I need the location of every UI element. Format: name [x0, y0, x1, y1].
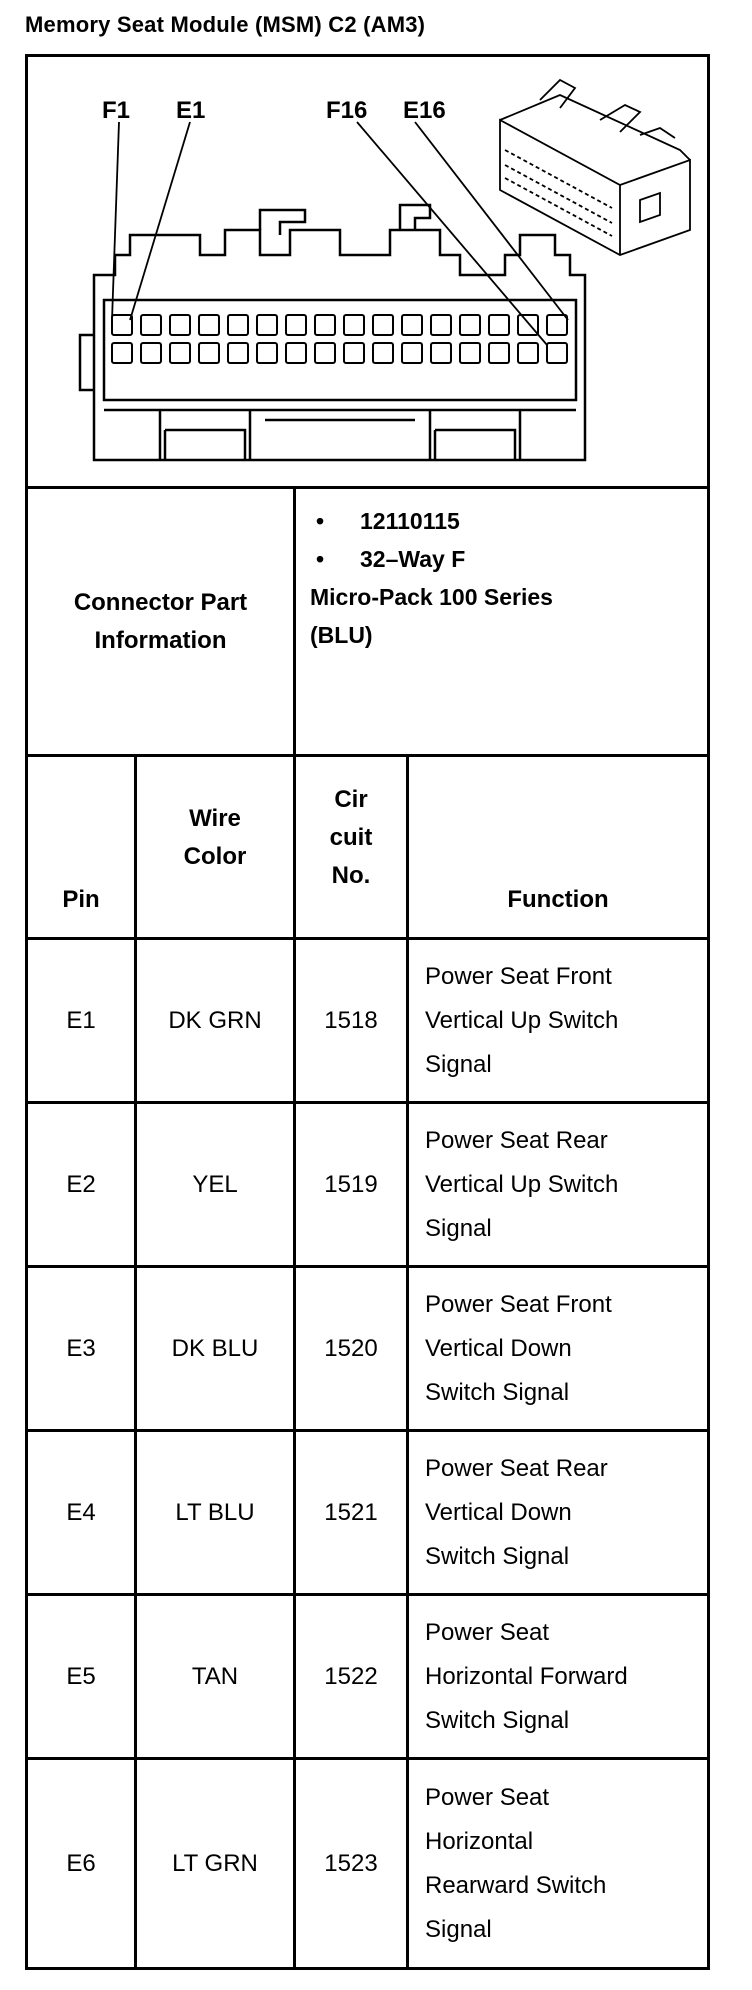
terminal-cavity: [460, 343, 480, 363]
pin-cell: E4: [66, 1498, 96, 1526]
part-type: 32–Way F: [360, 546, 466, 572]
function-line: Signal: [425, 1214, 492, 1242]
circuit-cell: 1522: [324, 1662, 378, 1690]
pin-cell: E6: [66, 1849, 96, 1877]
terminal-cavity: [402, 315, 422, 335]
function-line: Power Seat Rear: [425, 1126, 608, 1154]
connector-isometric-view: [500, 80, 690, 255]
pin-cell: E1: [66, 1006, 96, 1034]
terminal-cavity: [112, 343, 132, 363]
terminal-cavity: [170, 343, 190, 363]
terminal-cavity: [344, 343, 364, 363]
wire-color-cell: DK GRN: [168, 1006, 262, 1034]
pin-cell: E2: [66, 1170, 96, 1198]
terminal-cavity: [199, 315, 219, 335]
terminal-cavity: [431, 315, 451, 335]
part-series: Micro-Pack 100 Series: [310, 584, 553, 610]
terminal-cavity: [257, 343, 277, 363]
terminal-cavity: [547, 343, 567, 363]
circuit-cell: 1518: [324, 1006, 378, 1034]
terminal-cavity: [257, 315, 277, 335]
header-function: [409, 757, 707, 937]
function-line: Power Seat Front: [425, 1290, 612, 1318]
function-line: Switch Signal: [425, 1706, 570, 1734]
label-e1: E1: [176, 97, 206, 124]
wire-color-cell: YEL: [192, 1170, 238, 1198]
function-line: Power Seat: [425, 1618, 550, 1646]
header-text: Cir: [334, 786, 368, 813]
function-line: Vertical Up Switch: [425, 1006, 619, 1034]
function-cell: [409, 1596, 707, 1757]
page-title: Memory Seat Module (MSM) C2 (AM3): [25, 12, 426, 37]
part-info-label: [28, 489, 293, 754]
terminal-cavity: [170, 315, 190, 335]
terminal-cavity: [228, 315, 248, 335]
part-color: (BLU): [310, 622, 373, 648]
circuit-cell: 1523: [324, 1849, 378, 1877]
circuit-cell: 1521: [324, 1498, 378, 1526]
function-line: Vertical Down: [425, 1334, 572, 1362]
function-line: Signal: [425, 1050, 492, 1078]
header-text: cuit: [329, 824, 373, 851]
function-cell: [409, 1268, 707, 1429]
header-wire-color: [137, 757, 293, 937]
circuit-cell: 1520: [324, 1334, 378, 1362]
header-text: Wire: [189, 805, 241, 832]
label-f16: F16: [326, 97, 368, 124]
function-cell: [409, 1760, 707, 1967]
header-text: Function: [507, 886, 609, 913]
function-line: Power Seat: [425, 1783, 550, 1811]
header-circuit-no: [296, 757, 406, 937]
terminal-cavity: [460, 315, 480, 335]
header-pin: [28, 757, 134, 937]
part-info-values: • 12110115 • 32–Way F Micro-Pack 100 Series (BLU): [310, 502, 553, 654]
connector-diagram: [28, 57, 707, 486]
part-info-label-line: Connector Part: [73, 588, 248, 616]
terminal-cavity: [489, 343, 509, 363]
function-line: Power Seat Rear: [425, 1454, 608, 1482]
function-cell: [409, 940, 707, 1101]
terminal-cavity: [373, 315, 393, 335]
pin-cell: E3: [66, 1334, 96, 1362]
header-text: Color: [183, 843, 247, 870]
label-f1: F1: [102, 97, 131, 124]
function-cell: [409, 1104, 707, 1265]
terminal-cavity: [547, 315, 567, 335]
terminal-cavity: [286, 315, 306, 335]
wire-color-cell: LT BLU: [175, 1498, 255, 1526]
terminal-cavity: [141, 343, 161, 363]
terminal-cavity: [141, 315, 161, 335]
header-pin-text: Pin: [62, 886, 100, 913]
function-line: Switch Signal: [425, 1542, 570, 1570]
header-text: No.: [331, 862, 371, 889]
terminal-cavity: [518, 343, 538, 363]
wire-color-cell: TAN: [191, 1662, 239, 1690]
terminal-cavity: [286, 343, 306, 363]
circuit-cell: 1519: [324, 1170, 378, 1198]
label-e16: E16: [403, 97, 446, 124]
function-line: Signal: [425, 1915, 492, 1943]
terminal-cavity: [344, 315, 364, 335]
function-line: Power Seat Front: [425, 962, 612, 990]
function-line: Switch Signal: [425, 1378, 570, 1406]
pin-cell: E5: [66, 1662, 96, 1690]
terminal-cavity: [431, 343, 451, 363]
function-line: Rearward Switch: [425, 1871, 607, 1899]
terminal-cavity: [315, 343, 335, 363]
function-line: Vertical Down: [425, 1498, 572, 1526]
function-line: Vertical Up Switch: [425, 1170, 619, 1198]
terminal-cavity: [199, 343, 219, 363]
function-line: Horizontal: [425, 1827, 534, 1855]
terminal-cavity: [489, 315, 509, 335]
part-number: 12110115: [360, 508, 460, 534]
function-line: Horizontal Forward: [425, 1662, 628, 1690]
part-info-label-line: Information: [94, 626, 227, 654]
wire-color-cell: LT GRN: [172, 1849, 258, 1877]
wire-color-cell: DK BLU: [171, 1334, 259, 1362]
function-cell: [409, 1432, 707, 1593]
terminal-cavity: [402, 343, 422, 363]
terminal-cavity: [228, 343, 248, 363]
terminal-cavity: [373, 343, 393, 363]
terminal-cavity: [112, 315, 132, 335]
terminal-cavity: [315, 315, 335, 335]
